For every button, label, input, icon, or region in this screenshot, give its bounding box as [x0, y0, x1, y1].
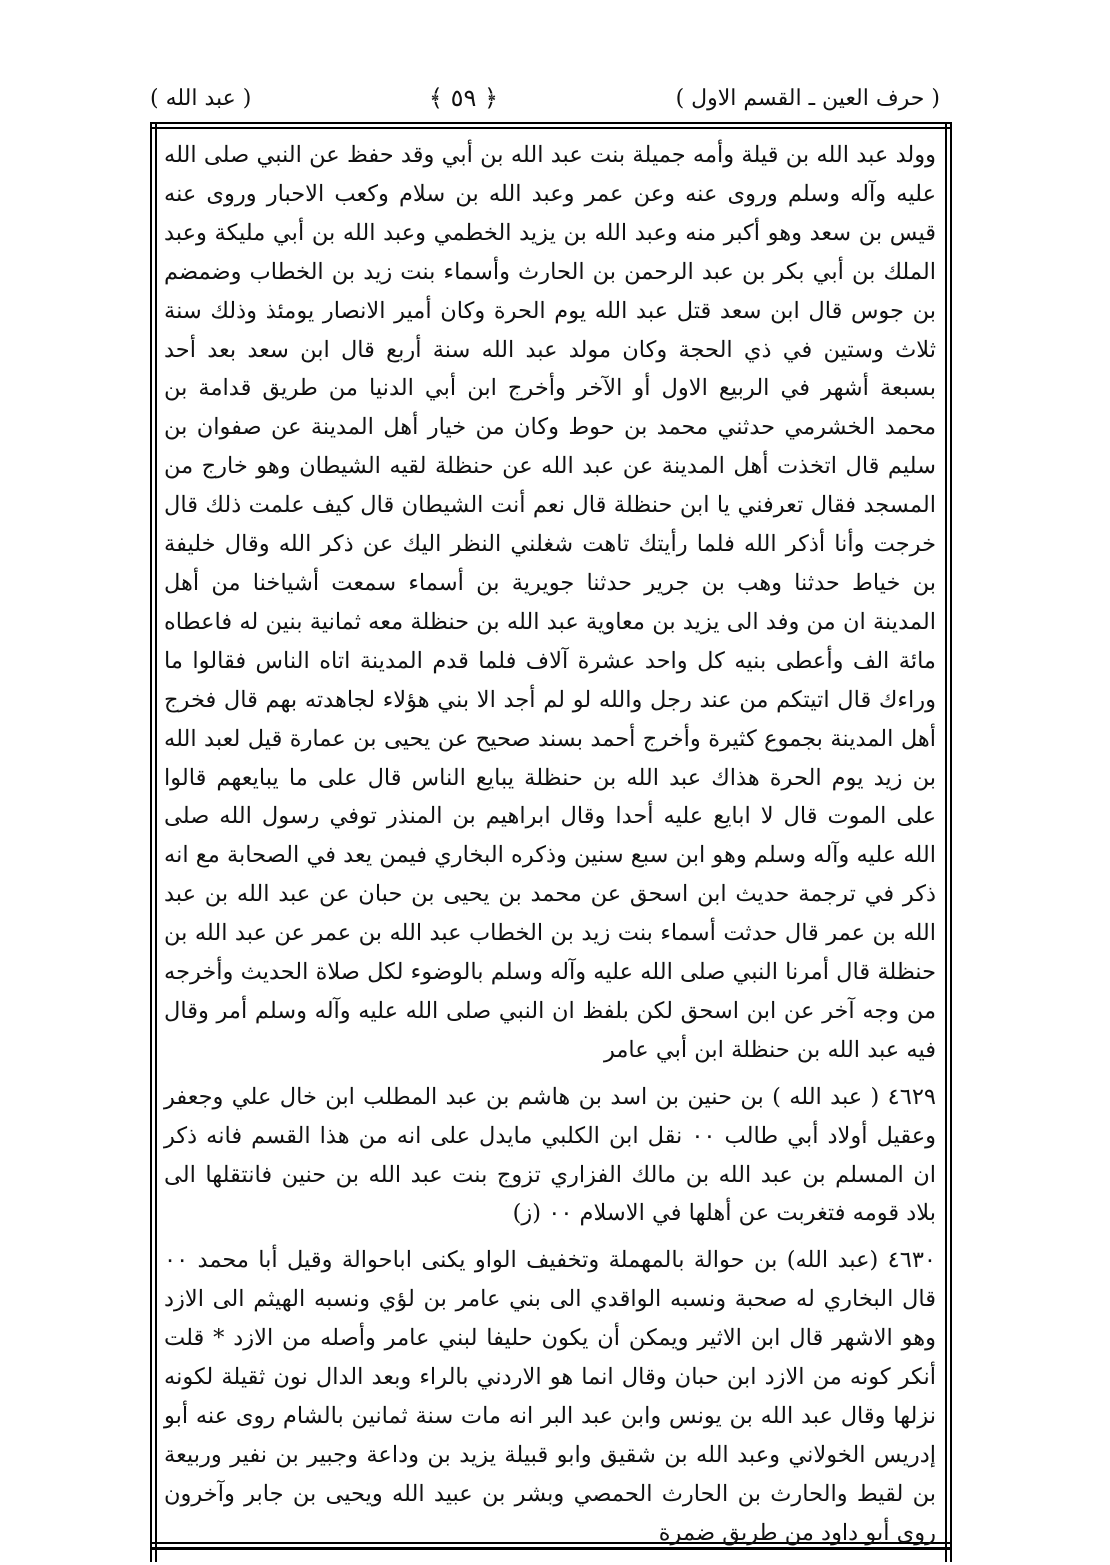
frame-right-rule-outer [950, 122, 952, 1562]
text-frame [150, 122, 950, 1562]
frame-top-rule-outer [150, 122, 950, 124]
frame-top-rule-inner [150, 127, 950, 129]
header-section-title: ( حرف العين ـ القسم الاول ) [675, 85, 940, 111]
entry-4629: ٤٦٢٩ ( عبد الله ) بن حنين بن اسد بن هاشم بن عبد المطلب ابن خال علي وجعفر وعقيل أولاد أبي طالب ٠٠ نقل ابن الكلبي مايدل على انه من هذا القسم فانه ذكر ان المسلم بن عبد الله بن مالك الفزاري تزوج بنت عبد الله بن حنين فانتقلها الى بلاد قومه فتغربت عن أهلها في الاسلام ٠٠ (ز) [164, 1083, 937, 1227]
frame-right-rule-inner [945, 122, 947, 1562]
entry-separator [164, 1233, 936, 1241]
paragraph-continued: وولد عبد الله بن قيلة وأمه جميلة بنت عبد الله بن أبي وقد حفظ عن النبي صلى الله عليه وآله وسلم وروى عنه وعن عمر وعبد الله بن سلام وكعب الاحبار وروى عنه قيس بن سعد وهو أكبر منه وعبد الله بن يزيد الخطمي وعبد الله بن أبي مليكة وعبد الملك بن أبي بكر بن عبد الرحمن بن الحارث وأسماء بنت زيد بن الخطاب وضمضم بن جوس قال ابن سعد قتل عبد الله يوم الحرة وكان أمير الانصار يومئذ وذلك سنة ثلاث وستين في ذي الحجة وكان مولد عبد الله سنة أربع قال ابن سعد بعد أحد بسبعة أشهر في الربيع الاول أو الآخر وأخرج ابن أبي الدنيا من طريق قدامة بن محمد الخشرمي حدثني محمد بن حوط وكان من خيار أهل المدينة عن صفوان بن سليم قال اتخذت أهل المدينة عن عبد الله عن حنظلة لقيه الشيطان وهو خارج من المسجد فقال تعرفني يا ابن حنظلة قال نعم أنت الشيطان قال كيف علمت ذلك قال خرجت وأنا أذكر الله فلما رأيتك تاهت شغلني النظر اليك عن ذكر الله وقال خليفة بن خياط حدثنا وهب بن جرير حدثنا جويرية بن أسماء سمعت أشياخنا من أهل المدينة ان من وفد الى يزيد بن معاوية عبد الله بن حنظلة معه ثمانية بنين له فاعطاه مائة الف وأعطى بنيه كل واحد عشرة آلاف فلما قدم المدينة اتاه الناس فقالوا ما وراءك قال اتيتكم من عند رجل والله لو لم أجد الا بني هؤلاء لجاهدته بهم قال فخرج أهل المدينة بجموع كثيرة وأخرج أحمد بسند صحيح عن يحيى بن عمارة قيل لعبد الله بن زيد يوم الحرة هذاك عبد الله بن حنظلة يبايع الناس قال على ما يبايعهم قالوا على الموت قال لا ابايع عليه أحدا وقال ابراهيم بن المنذر توفي رسول الله صلى الله عليه وآله وسلم وهو ابن سبع سنين وذكره البخاري فيمن يعد في الصحابة مع انه ذكر في ترجمة حديث ابن اسحق عن محمد بن يحيى بن حبان عن عبد الله بن عبد الله بن عمر قال حدثت أسماء بنت زيد بن الخطاب عبد الله بن عمر عن عبد الله بن حنظلة قال أمرنا النبي صلى الله عليه وآله وسلم بالوضوء لكل صلاة الحديث وأخرجه من وجه آخر عن ابن اسحق لكن بلفظ ان النبي صلى الله عليه وآله وسلم أمر وقال فيه عبد الله بن حنظلة ابن أبي عامر [164, 142, 936, 1063]
page-number: ﴿ ٥٩ ﴾ [428, 84, 499, 112]
frame-left-rule-outer [150, 122, 152, 1562]
frame-left-rule-inner [155, 122, 157, 1562]
entry-4630: ٤٦٣٠ (عبد الله) بن حوالة بالمهملة وتخفيف الواو يكنى اباحوالة وقيل أبا محمد ٠٠ قال البخاري له صحبة ونسبه الواقدي الى بني عامر بن لؤي ونسبه الهيثم الى الازد وهو الاشهر قال ابن الاثير ويمكن أن يكون حليفا لبني عامر وأصله من الازد * قلت أنكر كونه من الازد ابن حبان وقال انما هو الاردني بالراء وبعد الدال نون ثقيلة لكونه نزلها وقال عبد الله بن يونس وابن عبد البر انه مات سنة ثمانين بالشام روى عنه أبو إدريس الخولاني وعبد الله بن شقيق وابو قبيلة يزيد بن وداعة وجبير بن نفير وربيعة بن لقيط والحارث بن الحارث الحمصي وبشر بن عبيد الله ويحيى بن جابر وآخرون روى أبو داود من طريق ضمرة [164, 1247, 936, 1546]
running-header [150, 78, 940, 118]
header-entry-name: ( عبد الله ) [150, 85, 252, 111]
body-text [164, 136, 936, 1553]
entry-separator [164, 1070, 936, 1078]
